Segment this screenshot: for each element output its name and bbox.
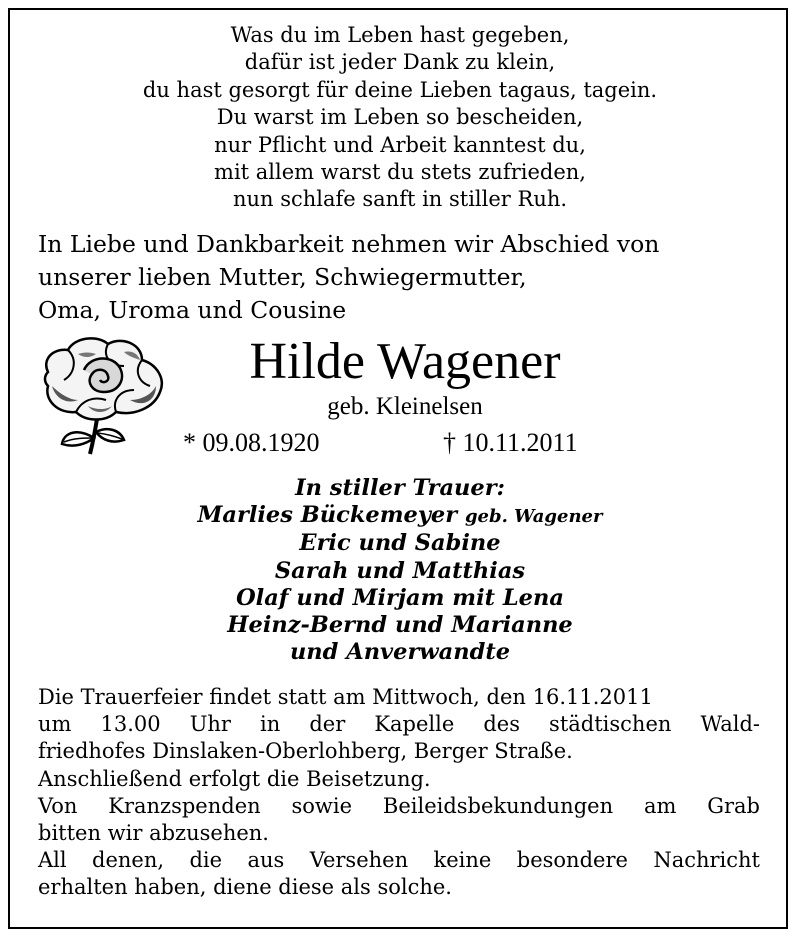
info-line: All denen, die aus Versehen keine besondere Nachricht	[38, 848, 760, 873]
info-line: bitten wir abzusehen.	[38, 821, 269, 846]
info-line: friedhofes Dinslaken-Oberlohberg, Berger Straße.	[38, 739, 573, 764]
info-line: Von Kranzspenden sowie Beileidsbekundungen am Grab	[38, 793, 760, 818]
info-line: erhalten haben, diene diese als solche.	[38, 875, 452, 900]
intro-line: In Liebe und Dankbarkeit nehmen wir Abschied von	[38, 230, 660, 258]
poem-line: Was du im Leben hast gegeben,	[230, 23, 570, 47]
mourner-line: und Anverwandte	[289, 639, 511, 666]
mourners-heading: In stiller Trauer:	[295, 475, 505, 501]
deceased-name: Hilde Wagener	[249, 333, 561, 390]
mourner-line: Olaf und Mirjam mit Lena	[236, 584, 564, 611]
mourner-line: Eric und Sabine	[299, 530, 501, 557]
mourner-line: Heinz-Bernd und Marianne	[227, 612, 573, 639]
poem-line: mit allem warst du stets zufrieden,	[214, 160, 586, 185]
info-line: Anschließend erfolgt die Beisetzung.	[38, 766, 431, 791]
poem-line: Du warst im Leben so bescheiden,	[216, 105, 584, 130]
funeral-info	[38, 684, 760, 902]
mourner-line	[0, 502, 800, 530]
mourner-line: Sarah und Matthias	[274, 557, 526, 584]
birth-date: * 09.08.1920	[183, 428, 320, 457]
poem-line: nun schlafe sanft in stiller Ruh.	[232, 187, 568, 212]
poem-line: nur Pflicht und Arbeit kanntest du,	[214, 132, 586, 157]
poem-line: dafür ist jeder Dank zu klein,	[244, 50, 556, 75]
mourner-name: Marlies Bückemeyer	[197, 502, 458, 529]
birth-name: geb. Kleinelsen	[327, 393, 483, 420]
info-line: Die Trauerfeier findet statt am Mittwoch, den 16.11.2011	[38, 685, 653, 709]
info-line: um 13.00 Uhr in der Kapelle des städtischen Wald-	[38, 712, 760, 737]
intro-text	[38, 228, 768, 327]
death-date: † 10.11.2011	[443, 428, 578, 457]
poem-line: du hast gesorgt für deine Lieben tagaus, tagein.	[142, 77, 658, 102]
mourner-note: geb. Wagener	[464, 506, 603, 528]
intro-line: Oma, Uroma und Cousine	[38, 296, 347, 324]
poem	[0, 22, 800, 214]
intro-line: unserer lieben Mutter, Schwiegermutter,	[38, 263, 527, 291]
mourners-list	[0, 475, 800, 666]
